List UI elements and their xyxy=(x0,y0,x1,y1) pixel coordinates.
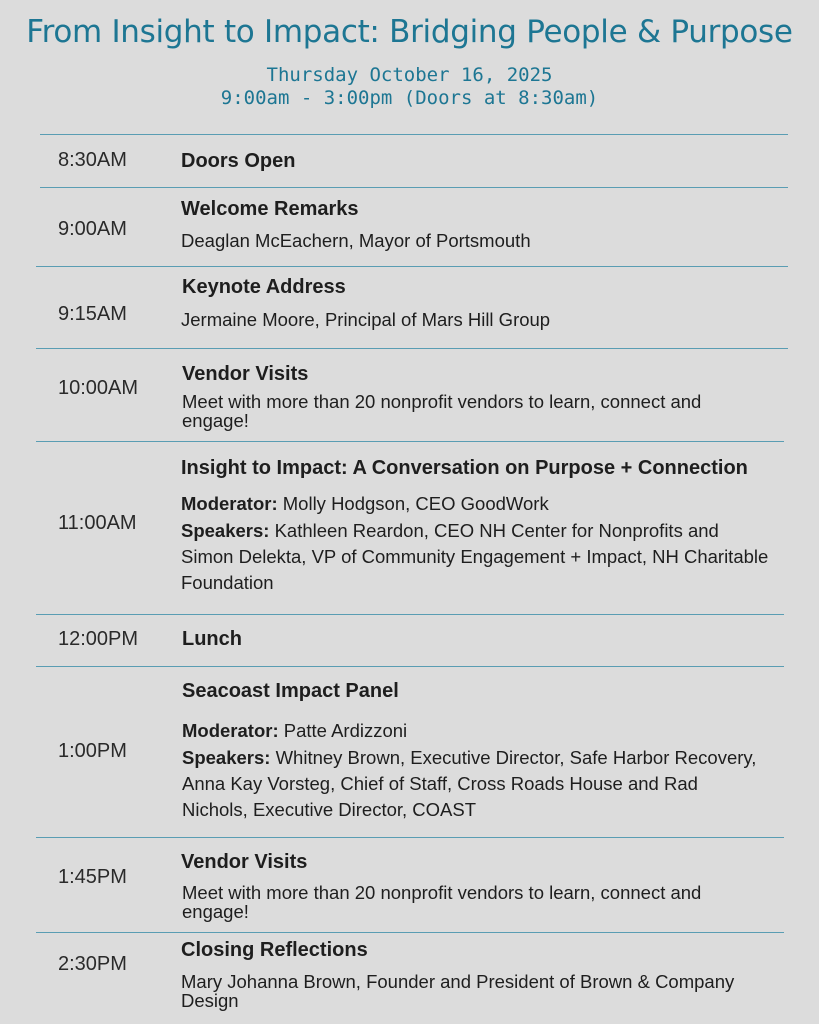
session-time: 12:00PM xyxy=(58,628,139,650)
session-title: Closing Reflections xyxy=(181,939,368,961)
session-time: 8:30AM xyxy=(58,149,127,171)
divider xyxy=(36,441,784,442)
moderator-line xyxy=(182,718,782,744)
session-title: Insight to Impact: A Conversation on Purpose + Connection xyxy=(181,457,748,479)
speakers-line xyxy=(182,745,762,823)
moderator-label: Moderator: xyxy=(181,493,278,514)
session-title: Vendor Visits xyxy=(181,851,308,873)
speakers-names: Kathleen Reardon, CEO NH Center for Nonprofits and Simon Delekta, VP of Community Engagement + Impact, NH Charitable Foundation xyxy=(181,520,769,593)
speakers-label: Speakers: xyxy=(182,747,271,768)
moderator-line xyxy=(181,491,781,517)
session-time: 9:15AM xyxy=(58,303,127,325)
moderator-name: Molly Hodgson, CEO GoodWork xyxy=(277,493,549,514)
divider xyxy=(36,932,784,933)
divider xyxy=(36,614,784,615)
session-time: 10:00AM xyxy=(58,377,139,399)
event-hours: 9:00am - 3:00pm (Doors at 8:30am) xyxy=(220,87,599,109)
session-description: Deaglan McEachern, Mayor of Portsmouth xyxy=(181,230,531,251)
divider xyxy=(36,266,788,267)
moderator-label: Moderator: xyxy=(182,720,279,741)
session-time: 9:00AM xyxy=(58,218,127,240)
speakers-line xyxy=(181,518,771,596)
session-title: Lunch xyxy=(182,628,242,650)
session-description: Mary Johanna Brown, Founder and President of Brown & Company Design xyxy=(181,971,735,1011)
page-title: From Insight to Impact: Bridging People & Purpose xyxy=(26,14,793,50)
divider xyxy=(40,187,788,188)
session-description: Meet with more than 20 nonprofit vendors to learn, connect and engage! xyxy=(182,882,702,922)
session-time: 11:00AM xyxy=(58,512,137,534)
session-title: Doors Open xyxy=(181,150,296,172)
session-title: Welcome Remarks xyxy=(181,198,359,220)
session-title: Seacoast Impact Panel xyxy=(182,680,399,702)
event-date: Thursday October 16, 2025 xyxy=(266,64,553,86)
divider xyxy=(36,348,788,349)
divider xyxy=(40,134,788,135)
divider xyxy=(36,666,784,667)
session-description: Jermaine Moore, Principal of Mars Hill Group xyxy=(181,309,551,330)
speakers-label: Speakers: xyxy=(181,520,270,541)
session-description: Meet with more than 20 nonprofit vendors to learn, connect and engage! xyxy=(182,391,702,431)
session-time: 2:30PM xyxy=(58,953,127,975)
session-time: 1:45PM xyxy=(58,866,127,888)
session-title: Keynote Address xyxy=(182,276,346,298)
session-time: 1:00PM xyxy=(58,740,127,762)
moderator-name: Patte Ardizzoni xyxy=(278,720,408,741)
speakers-names: Whitney Brown, Executive Director, Safe Harbor Recovery, Anna Kay Vorsteg, Chief of Staff, Cross Roads House and Rad Nichols, Executive Director, COAST xyxy=(182,747,757,820)
divider xyxy=(36,837,784,838)
session-title: Vendor Visits xyxy=(182,363,309,385)
